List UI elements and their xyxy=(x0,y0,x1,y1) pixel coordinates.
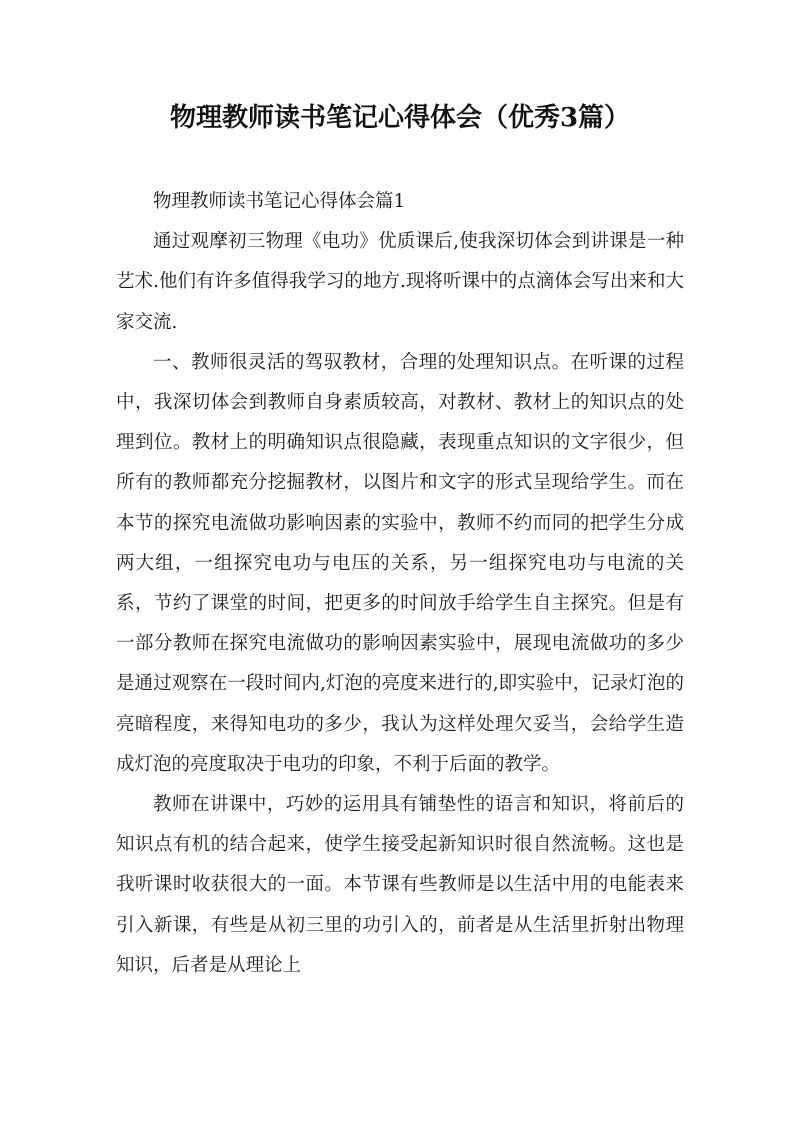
document-body xyxy=(116,182,684,986)
section-heading: 物理教师读书笔记心得体会篇1 xyxy=(153,191,406,212)
document-title: 物理教师读书笔记心得体会（优秀3篇） xyxy=(169,103,631,133)
paragraph-point-one: 一、教师很灵活的驾驭教材，合理的处理知识点。在听课的过程中，我深切体会到教师自身素质较高，对教材、教材上的知识点的处理到位。教材上的明确知识点很隐藏，表现重点知识的文字很少，但所有的教师都充分挖掘教材，以图片和文字的形式呈现给学生。而在本节的探究电流做功影响因素的实验中，教师不约而同的把学生分成两大组，一组探究电功与电压的关系，另一组探究电功与电流的关系，节约了课堂的时间，把更多的时间放手给学生自主探究。但是有一部分教师在探究电流做功的影响因素实验中，展现电流做功的多少是通过观察在一段时间内,灯泡的亮度来进行的,即实验中，记录灯泡的亮暗程度，来得知电功的多少，我认为这样处理欠妥当，会给学生造成灯泡的亮度取决于电功的印象，不利于后面的教学。 xyxy=(116,351,684,775)
paragraph-teaching-language: 教师在讲课中，巧妙的运用具有铺垫性的语言和知识，将前后的知识点有机的结合起来，使学生接受起新知识时很自然流畅。这也是我听课时收获很大的一面。本节课有些教师是以生活中用的电能表来引入新课，有些是从初三里的功引入的，前者是从生活里折射出物理知识，后者是从理论上 xyxy=(116,794,684,976)
paragraph-intro: 通过观摩初三物理《电功》优质课后,使我深切体会到讲课是一种艺术.他们有许多值得我学习的地方.现将听课中的点滴体会写出来和大家交流. xyxy=(116,231,684,333)
